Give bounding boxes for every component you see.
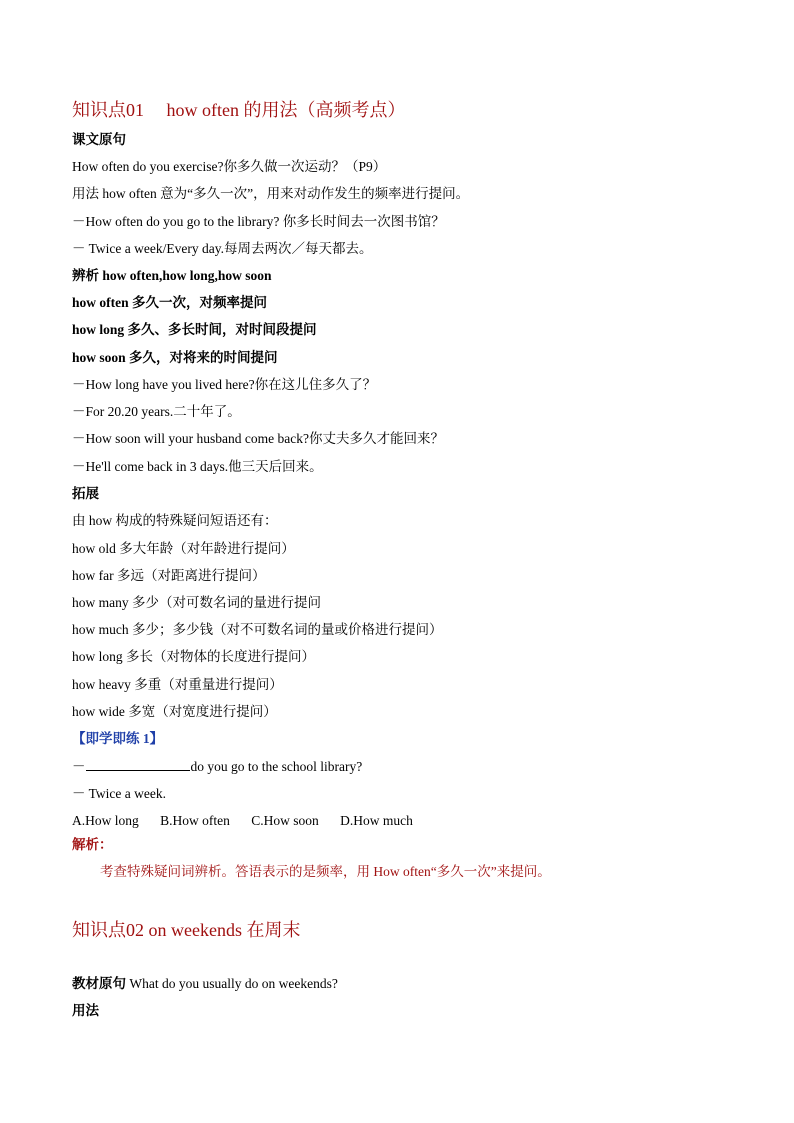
practice-question xyxy=(72,758,362,776)
option-a: A.How long xyxy=(72,813,139,828)
option-b: B.How often xyxy=(160,813,230,828)
question-prefix: － xyxy=(72,759,86,774)
analysis-label: 解析： xyxy=(72,837,113,852)
usage-label: 用法 xyxy=(72,1003,99,1018)
analysis-text: 考查特殊疑问词辨析。答语表示的是频率，用 How often“多久一次”来提问。 xyxy=(100,864,551,879)
question-suffix: do you go to the school library? xyxy=(190,759,363,774)
text-line: how wide 多宽（对宽度进行提问） xyxy=(72,704,277,719)
source-label: 教材原句 xyxy=(72,976,126,991)
text-line: how much 多少；多少钱（对不可数名词的量或价格进行提问） xyxy=(72,622,443,637)
text-line: 辨析 how often,how long,how soon xyxy=(72,268,272,283)
text-line: －He'll come back in 3 days.他三天后回来。 xyxy=(72,459,323,474)
text-line: how long 多长（对物体的长度进行提问） xyxy=(72,649,315,664)
section-heading: 知识点02 on weekends 在周末 xyxy=(72,920,301,940)
options-row xyxy=(72,812,431,830)
text-line: －How long have you lived here?你在这儿住多久了？ xyxy=(72,377,377,392)
text-line: 由 how 构成的特殊疑问短语还有： xyxy=(72,513,278,528)
text-line: 课文原句 xyxy=(72,132,126,147)
option-d: D.How much xyxy=(340,813,413,828)
text-line: How often do you exercise?你多久做一次运动？（P9） xyxy=(72,159,387,174)
text-line: how far 多远（对距离进行提问） xyxy=(72,568,266,583)
option-c: C.How soon xyxy=(251,813,319,828)
source-text: What do you usually do on weekends? xyxy=(129,976,338,991)
answer-line: － Twice a week. xyxy=(72,786,167,801)
text-line: － Twice a week/Every day.每周去两次／每天都去。 xyxy=(72,241,373,256)
text-line: 用法 how often 意为“多久一次”，用来对动作发生的频率进行提问。 xyxy=(72,186,470,201)
answer-blank xyxy=(86,758,190,771)
text-line: how long 多久、多长时间，对时间段提问 xyxy=(72,322,317,337)
source-sentence xyxy=(72,975,338,993)
practice-title: 【即学即练 1】 xyxy=(72,731,164,746)
text-line: how many 多少（对可数名词的量进行提问 xyxy=(72,595,321,610)
text-line: －How soon will your husband come back?你丈夫多久才能回来？ xyxy=(72,431,444,446)
text-line: 拓展 xyxy=(72,486,99,501)
text-line: －How often do you go to the library? 你多长时间去一次图书馆？ xyxy=(72,214,445,229)
text-line: how soon 多久，对将来的时间提问 xyxy=(72,350,278,365)
text-line: how often 多久一次，对频率提问 xyxy=(72,295,267,310)
text-line: how old 多大年龄（对年龄进行提问） xyxy=(72,541,295,556)
text-line: how heavy 多重（对重量进行提问） xyxy=(72,677,283,692)
text-line: －For 20.20 years.二十年了。 xyxy=(72,404,241,419)
section-heading: 知识点01 how often 的用法（高频考点） xyxy=(72,100,406,120)
